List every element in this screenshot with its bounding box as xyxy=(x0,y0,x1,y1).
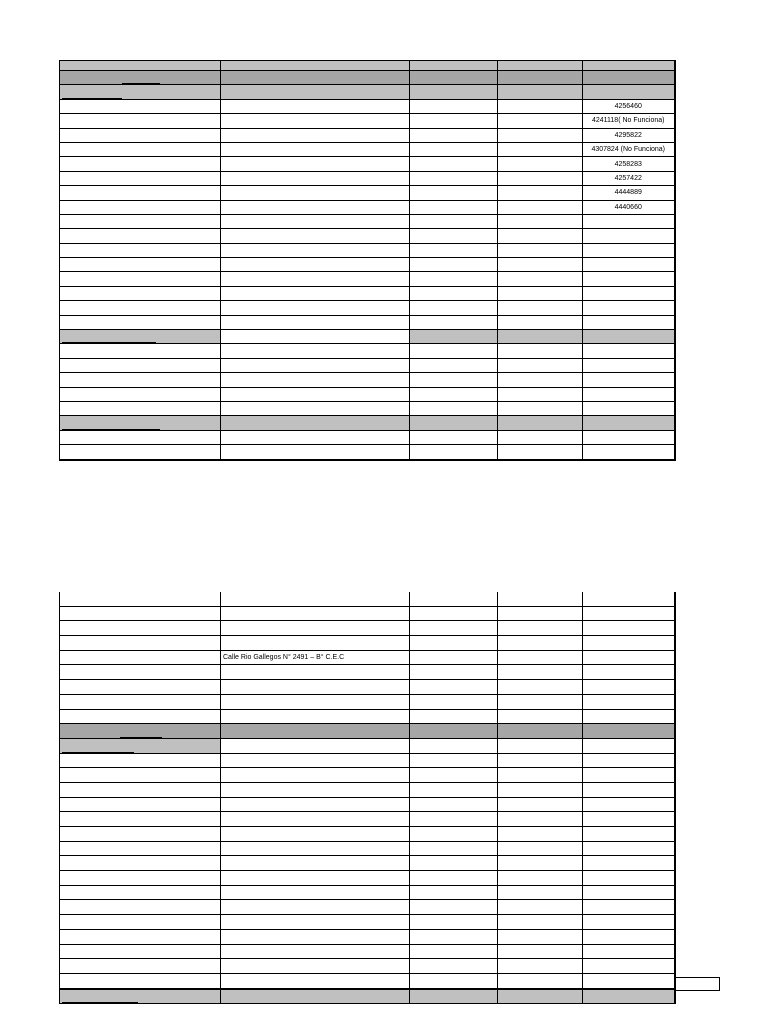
table-row xyxy=(60,171,675,185)
table-row xyxy=(60,358,675,372)
phone-cell: 4444889 xyxy=(583,186,675,200)
table-row xyxy=(60,768,675,783)
table-row xyxy=(60,344,675,358)
spreadsheet-table-top xyxy=(59,60,676,461)
table-row xyxy=(60,900,675,915)
table-row xyxy=(60,243,675,257)
table-row xyxy=(60,694,675,709)
section-title-underline xyxy=(62,71,218,84)
subsection-title-underline xyxy=(62,330,218,343)
spreadsheet-table-bottom xyxy=(59,592,676,1004)
table-row xyxy=(60,142,675,156)
table-row xyxy=(60,915,675,930)
subsection-header-row xyxy=(60,85,675,99)
table-row xyxy=(60,315,675,329)
table-row xyxy=(60,709,675,724)
table-row xyxy=(60,214,675,228)
table-row xyxy=(60,445,675,460)
subsection-header-row xyxy=(60,989,675,1004)
table-row xyxy=(60,606,675,621)
section-header-row xyxy=(60,724,675,739)
table-row xyxy=(60,973,675,988)
table-row xyxy=(60,621,675,636)
table-row xyxy=(60,373,675,387)
subsection-header-row xyxy=(60,738,675,753)
phone-cell: 4256460 xyxy=(583,99,675,113)
phone-cell: 4241118( No Funciona) xyxy=(583,114,675,128)
subsection-title-underline xyxy=(62,416,218,429)
table-row xyxy=(60,200,675,214)
table-row xyxy=(60,871,675,886)
table-row xyxy=(60,827,675,842)
table-row xyxy=(60,401,675,415)
overflow-cell-outline xyxy=(674,977,720,991)
subsection-header-row xyxy=(60,330,675,344)
table-row xyxy=(60,856,675,871)
table-row xyxy=(60,387,675,401)
subsection-title-underline xyxy=(62,85,218,98)
phone-cell: 4258283 xyxy=(583,157,675,171)
table-row xyxy=(60,812,675,827)
table-row xyxy=(60,592,675,606)
section-header-row xyxy=(60,71,675,85)
table-row xyxy=(60,229,675,243)
table-row xyxy=(60,430,675,444)
table-row xyxy=(60,157,675,171)
table-row xyxy=(60,929,675,944)
phone-cell: 4307824 (No Funciona) xyxy=(583,142,675,156)
phone-cell: 4257422 xyxy=(583,171,675,185)
table-row xyxy=(60,272,675,286)
table-row xyxy=(60,797,675,812)
table-row xyxy=(60,959,675,974)
subsection-title-underline xyxy=(62,990,218,1004)
address-cell: Calle Rio Gallegos N° 2491 – B° C.E.C xyxy=(221,650,410,665)
table-row xyxy=(60,128,675,142)
table-row xyxy=(60,753,675,768)
table-row xyxy=(60,114,675,128)
table-row xyxy=(60,885,675,900)
table-row xyxy=(60,665,675,680)
table-row xyxy=(60,301,675,315)
table-row xyxy=(60,782,675,797)
phone-cell: 4295822 xyxy=(583,128,675,142)
table-row xyxy=(60,944,675,959)
header-row xyxy=(60,61,675,71)
table-row xyxy=(60,680,675,695)
table-row xyxy=(60,99,675,113)
table-row xyxy=(60,186,675,200)
table-row xyxy=(60,636,675,651)
phone-cell: 4440660 xyxy=(583,200,675,214)
table-row xyxy=(60,841,675,856)
table-row xyxy=(60,650,675,665)
subsection-header-row xyxy=(60,416,675,430)
table-row xyxy=(60,286,675,300)
subsection-title-underline xyxy=(62,739,218,753)
table-row xyxy=(60,258,675,272)
section-title-underline xyxy=(62,724,218,738)
